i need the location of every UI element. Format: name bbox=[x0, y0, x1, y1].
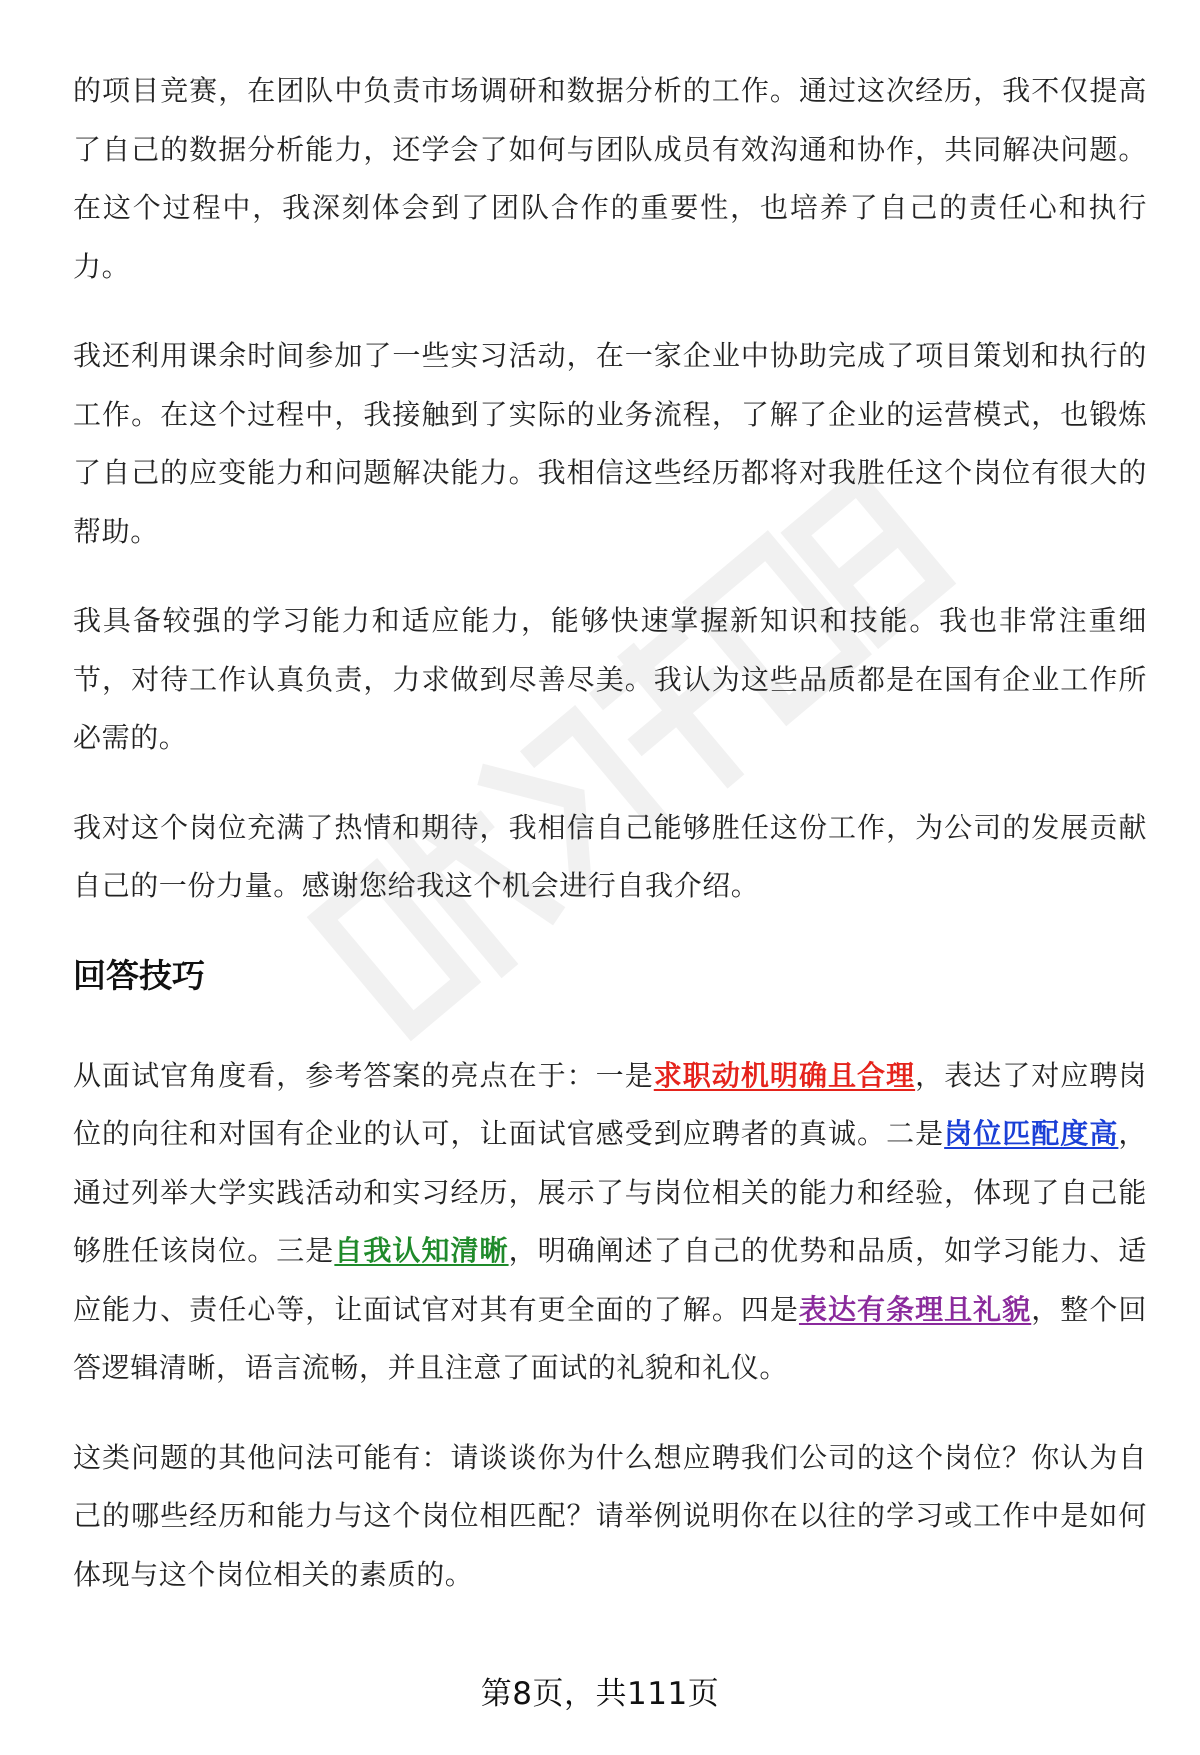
highlight-motivation: 求职动机明确且合理 bbox=[653, 1058, 916, 1092]
paragraph-other-questions: 这类问题的其他问法可能有：请谈谈你为什么想应聘我们公司的这个岗位？你认为自己的哪些经历和能力与这个岗位相匹配？请举例说明你在以往的学习或工作中是如何体现与这个岗位相关的素质的。 bbox=[73, 1440, 1147, 1591]
section-title-answer-tips: 回答技巧 bbox=[73, 955, 205, 995]
page-number-footer: 第8页，共111页 bbox=[480, 1676, 720, 1712]
tips-text-3: ，通过列举大学实践活动和实习经历，展示了与岗位相关的能力和经验，体现了自己能够胜任该岗位。三是 bbox=[73, 1117, 1147, 1267]
tips-text-1: 从面试官角度看，参考答案的亮点在于：一是 bbox=[73, 1058, 654, 1092]
paragraph-abilities: 我具备较强的学习能力和适应能力，能够快速掌握新知识和技能。我也非常注重细节，对待工作认真负责，力求做到尽善尽美。我认为这些品质都是在国有企业工作所必需的。 bbox=[73, 604, 1147, 754]
paragraph-experience-competition: 的项目竞赛，在团队中负责市场调研和数据分析的工作。通过这次经历，我不仅提高了自己的数据分析能力，还学会了如何与团队成员有效沟通和协作，共同解决问题。在这个过程中，我深刻体会到了团队合作的重要性，也培养了自己的责任心和执行力。 bbox=[73, 74, 1147, 283]
paragraph-internship: 我还利用课余时间参加了一些实习活动，在一家企业中协助完成了项目策划和执行的工作。在这个过程中，我接触到了实际的业务流程，了解了企业的运营模式，也锻炼了自己的应变能力和问题解决能力。我相信这些经历都将对我胜任这个岗位有很大的帮助。 bbox=[73, 339, 1147, 548]
highlight-expression: 表达有条理且礼貌 bbox=[798, 1292, 1032, 1326]
main-content bbox=[73, 62, 1147, 1635]
paragraph-tips-analysis bbox=[73, 1047, 1147, 1398]
tips-text-5: ，整个回答逻辑清晰，语言流畅，并且注意了面试的礼貌和礼仪。 bbox=[73, 1292, 1147, 1384]
highlight-job-match: 岗位匹配度高 bbox=[944, 1117, 1119, 1150]
paragraph-enthusiasm: 我对这个岗位充满了热情和期待，我相信自己能够胜任这份工作，为公司的发展贡献自己的一份力量。感谢您给我这个机会进行自我介绍。 bbox=[73, 810, 1147, 902]
tips-text-2: ，表达了对应聘岗位的向往和对国有企业的认可，让面试官感受到应聘者的真诚。二是 bbox=[73, 1058, 1147, 1150]
tips-text-4: ，明确阐述了自己的优势和品质，如学习能力、适应能力、责任心等，让面试官对其有更全面的了解。四是 bbox=[73, 1234, 1148, 1326]
highlight-self-awareness: 自我认知清晰 bbox=[334, 1234, 509, 1267]
